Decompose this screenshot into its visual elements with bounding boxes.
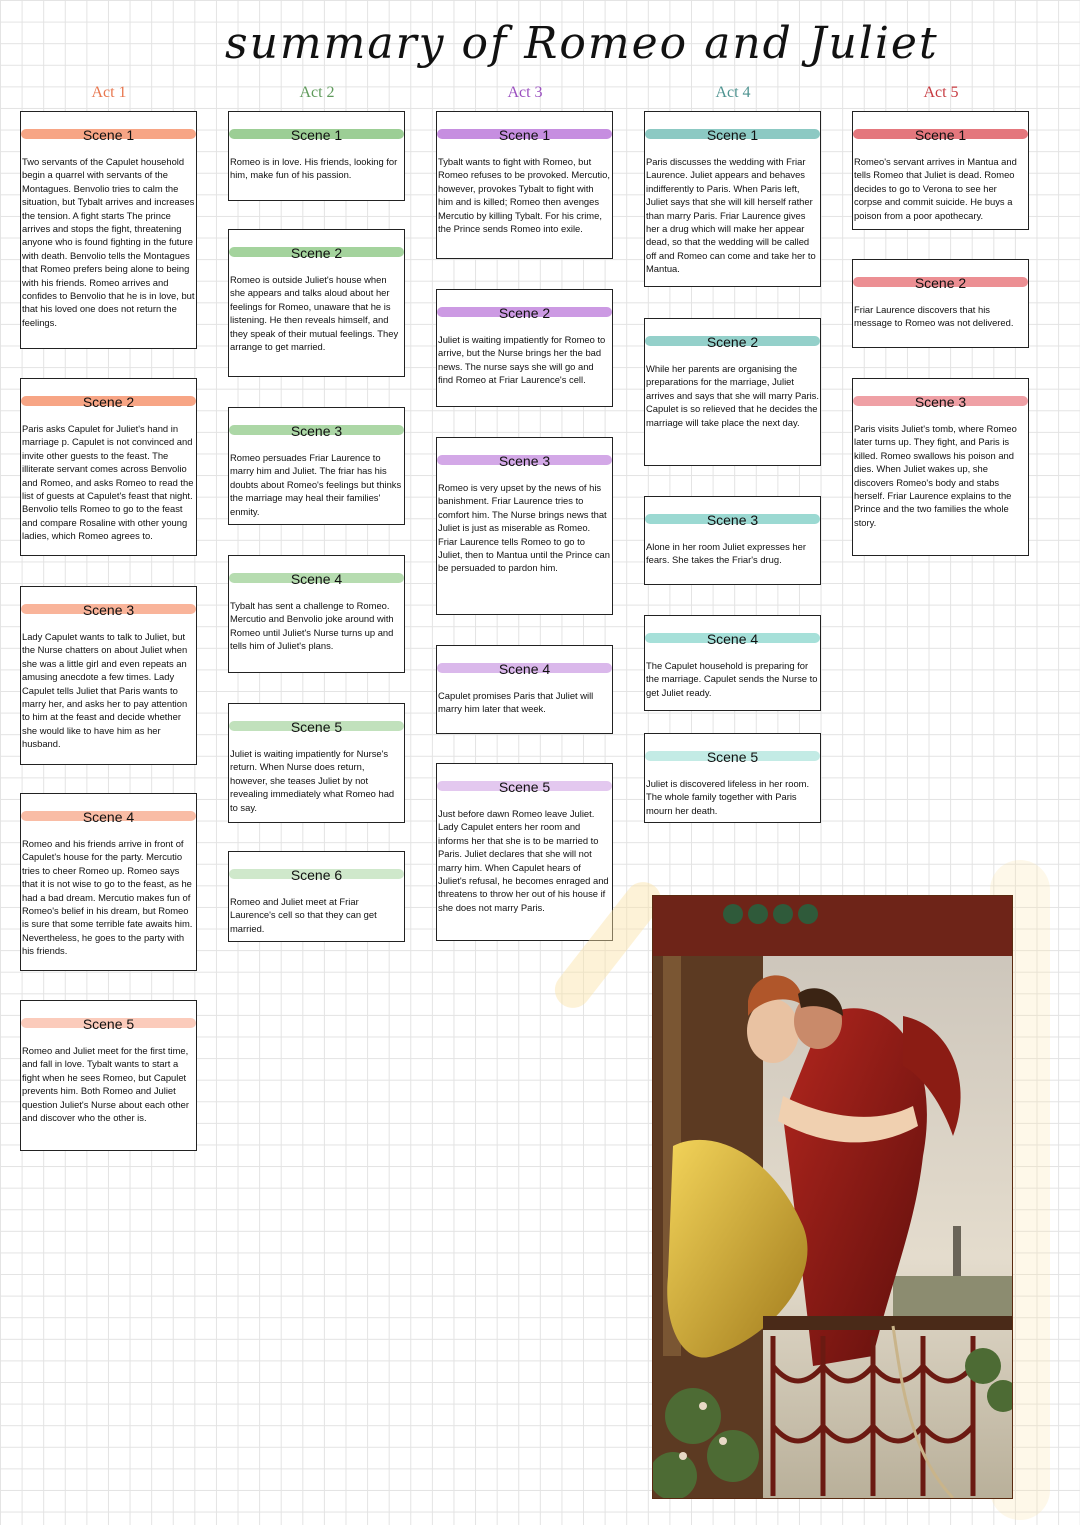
- scene-summary: Friar Laurence discovers that his message to Romeo was not delivered.: [854, 304, 1014, 329]
- scene-summary: Juliet is discovered lifeless in her room. The whole family together with Paris mourn her death.: [646, 778, 810, 816]
- scene-heading: Scene 4: [21, 806, 196, 828]
- page-title: summary of Romeo and Juliet: [225, 18, 939, 69]
- scene-heading: Scene 5: [645, 746, 820, 768]
- scene-summary: Romeo and Juliet meet at Friar Laurence's cell so that they can get married.: [230, 896, 377, 934]
- scene-heading: Scene 1: [437, 124, 612, 146]
- act-3-scene-5-card: [436, 763, 613, 941]
- scene-summary: While her parents are organising the preparations for the marriage, Juliet arrives and says that she will marry Paris. Capulet is so relieved that he decides the marriage will take place the next day.: [646, 363, 819, 428]
- act-4-scene-2-card: [644, 318, 821, 466]
- page-title-area: [0, 10, 1080, 90]
- scene-heading: Scene 3: [645, 509, 820, 531]
- scene-summary: Tybalt wants to fight with Romeo, but Romeo refuses to be provoked. Mercutio, however, provokes Tybalt to fight with him and is killed; Romeo then avenges Mercutio by killing Tybalt. For his crime, the Prince sends Romeo into exile.: [438, 156, 610, 235]
- scene-heading: Scene 2: [21, 391, 196, 413]
- scene-summary: Juliet is waiting impatiently for Romeo to arrive, but the Nurse brings her the bad news. The nurse says she will go and find Romeo at Friar Laurence's cell.: [438, 334, 606, 386]
- act-5-heading: Act 5: [923, 84, 959, 101]
- scene-heading: Scene 1: [853, 124, 1028, 146]
- act-5-scene-1-card: [852, 111, 1029, 230]
- scene-summary: Juliet is waiting impatiently for Nurse's return. When Nurse does return, however, she teases Juliet by not revealing immediately what Romeo had to say.: [230, 748, 395, 813]
- scene-heading: Scene 5: [437, 776, 612, 798]
- romeo-juliet-painting: [652, 895, 1013, 1499]
- painting-image: [653, 896, 1012, 1498]
- scene-heading: Scene 3: [437, 450, 612, 472]
- scene-summary: Paris visits Juliet's tomb, where Romeo later turns up. They fight, and Paris is killed. Romeo swallows his poison and dies. When Juliet wakes up, she discovers Romeo's body and stabs herself. Friar Laurence explains to the Prince and the two families the whole story.: [854, 423, 1017, 528]
- scene-heading: Scene 4: [229, 568, 404, 590]
- act-3-scene-3-card: [436, 437, 613, 615]
- act-1-scene-1-card: [20, 111, 197, 349]
- act-4-scene-5-card: [644, 733, 821, 823]
- scene-summary: Paris discusses the wedding with Friar Laurence. Juliet appears and behaves indifferently to Paris. When Paris left, Juliet says that she will kill herself rather than marry Paris. Friar Laurence gives her a drug which will make her appear dead, so that the wedding will be called off and Romeo can come and take her to Mantua.: [646, 156, 816, 275]
- scene-summary: Just before dawn Romeo leave Juliet. Lady Capulet enters her room and informs her that she is to be married to Paris. Juliet declares that she will not marry him. When Capulet hears of Juliet's refusal, he becomes enraged and threatens to throw her out of his house if she does not marry Paris.: [438, 808, 609, 913]
- act-2-scene-2-card: [228, 229, 405, 377]
- scene-heading: Scene 2: [229, 242, 404, 264]
- act-2-scene-6-card: [228, 851, 405, 942]
- act-3-scene-4-card: [436, 645, 613, 734]
- scene-heading: Scene 2: [645, 331, 820, 353]
- scene-heading: Scene 3: [853, 391, 1028, 413]
- act-4-scene-1-card: [644, 111, 821, 287]
- scene-heading: Scene 4: [437, 658, 612, 680]
- scene-summary: Lady Capulet wants to talk to Juliet, but the Nurse chatters on about Juliet when she was a little girl and even repeats an amusing anecdote a few times. Lady Capulet tells Juliet that Paris wants to marry her, and asks her to pay attention to him at the feast and decide whether she would like to have him as her husband.: [22, 631, 188, 750]
- act-5-scene-2-card: [852, 259, 1029, 348]
- scene-summary: The Capulet household is preparing for the marriage. Capulet sends the Nurse to get Juliet ready.: [646, 660, 818, 698]
- act-2-scene-3-card: [228, 407, 405, 525]
- scene-heading: Scene 2: [853, 272, 1028, 294]
- scene-summary: Romeo and his friends arrive in front of Capulet's house for the party. Mercutio tries to cheer Romeo up. Romeo says that it is not wise to go to the feast, as he had a bad dream. Mercutio makes fun of Romeo's belief in his dream, but Romeo is sure that some terrible fate awaits him. Nevertheless, he goes to the party with his friends.: [22, 838, 193, 957]
- act-1-scene-4-card: [20, 793, 197, 971]
- scene-heading: Scene 1: [645, 124, 820, 146]
- scene-heading: Scene 3: [229, 420, 404, 442]
- act-5-scene-3-card: [852, 378, 1029, 556]
- scene-summary: Alone in her room Juliet expresses her fears. She takes the Friar's drug.: [646, 541, 806, 566]
- scene-heading: Scene 1: [21, 124, 196, 146]
- scene-heading: Scene 5: [21, 1013, 196, 1035]
- scene-summary: Romeo persuades Friar Laurence to marry him and Juliet. The friar has his doubts about Romeo's feelings but thinks the marriage may heal their families' enmity.: [230, 452, 402, 517]
- scene-heading: Scene 4: [645, 628, 820, 650]
- scene-summary: Romeo is outside Juliet's house when she appears and talks aloud about her feelings for Romeo, unaware that he is listening. He then reveals himself, and they speak of their mutual feelings. They arrange to get married.: [230, 274, 399, 353]
- act-2-scene-1-card: [228, 111, 405, 201]
- act-3-scene-1-card: [436, 111, 613, 259]
- act-4-scene-3-card: [644, 496, 821, 585]
- scene-summary: Romeo and Juliet meet for the first time, and fall in love. Tybalt wants to start a fight when he sees Romeo, but Capulet prevents him. Both Romeo and Juliet question Juliet's Nurse about each other and discover who the other is.: [22, 1045, 189, 1124]
- scene-summary: Paris asks Capulet for Juliet's hand in marriage p. Capulet is not convinced and invite other guests to the feast. The illiterate servant comes across Benvolio and Romeo, and asks Romeo to read the list of guests at Capulet's feast that night. Benvolio tells Romeo to go to the feast and compare Rosaline with other young ladies, which Romeo agrees to.: [22, 423, 194, 542]
- act-1-scene-5-card: [20, 1000, 197, 1151]
- act-2-scene-4-card: [228, 555, 405, 673]
- scene-heading: Scene 2: [437, 302, 612, 324]
- scene-heading: Scene 1: [229, 124, 404, 146]
- act-1-scene-3-card: [20, 586, 197, 765]
- scene-heading: Scene 3: [21, 599, 196, 621]
- act-2-heading: Act 2: [299, 84, 335, 101]
- act-4-scene-4-card: [644, 615, 821, 711]
- act-4-heading: Act 4: [715, 84, 751, 101]
- scene-summary: Tybalt has sent a challenge to Romeo. Mercutio and Benvolio joke around with Romeo until Juliet's Nurse turns up and tells him of Juliet's plans.: [230, 600, 394, 652]
- act-2-scene-5-card: [228, 703, 405, 823]
- act-1-scene-2-card: [20, 378, 197, 556]
- scene-summary: Romeo is very upset by the news of his banishment. Friar Laurence tries to comfort him. The Nurse brings news that Juliet is just as miserable as Romeo. Friar Laurence tells Romeo to go to Juliet, then to Mantua until the Prince can be persuaded to pardon him.: [438, 482, 610, 574]
- scene-summary: Romeo is in love. His friends, looking for him, make fun of his passion.: [230, 156, 398, 181]
- act-3-heading: Act 3: [507, 84, 543, 101]
- act-3-scene-2-card: [436, 289, 613, 407]
- scene-heading: Scene 5: [229, 716, 404, 738]
- scene-heading: Scene 6: [229, 864, 404, 886]
- act-1-heading: Act 1: [91, 84, 127, 101]
- scene-summary: Capulet promises Paris that Juliet will marry him later that week.: [438, 690, 594, 715]
- scene-summary: Romeo's servant arrives in Mantua and tells Romeo that Juliet is dead. Romeo decides to go to Verona to see her corpse and commit suicide. He buys a poison from a poor apothecary.: [854, 156, 1017, 221]
- scene-summary: Two servants of the Capulet household begin a quarrel with servants of the Montagues. Benvolio tries to calm the situation, but Tybalt arrives and increases the tension. A fight starts The prince arrives and stops the fight, threatening anyone who is found fighting in the future with death. Benvolio tells the Montagues that Romeo prefers being alone to being with his friends. Romeo arrives and confides to Benvolio that he is in love, but that his loved one does not return the feelings.: [22, 156, 195, 328]
